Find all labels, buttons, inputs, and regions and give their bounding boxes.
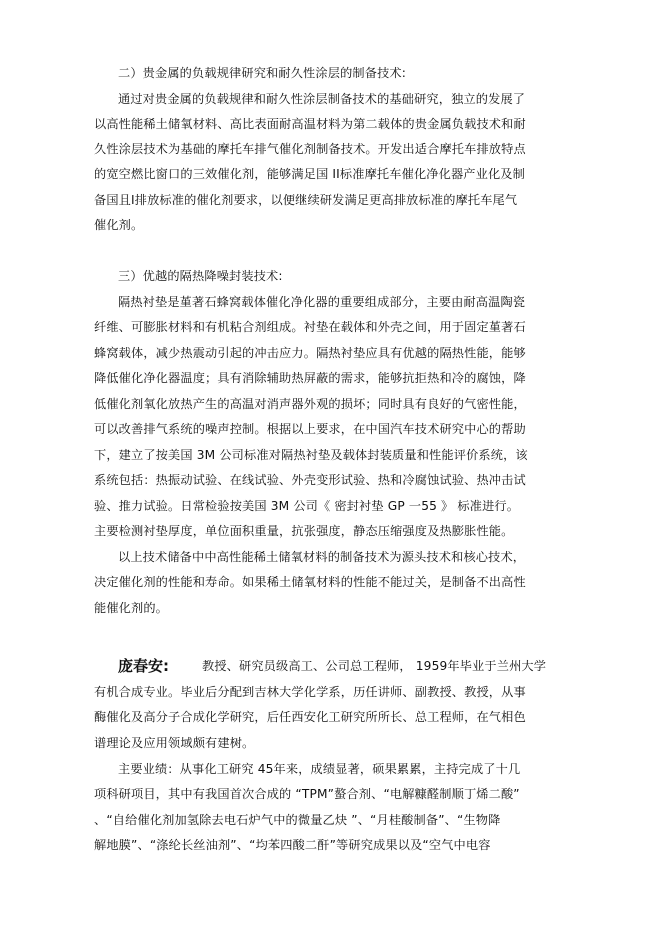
- section2-line-5: 备国且Ⅰ排放标准的催化剂要求，以便继续研发满足更高排放标准的摩托车尾气: [94, 193, 518, 207]
- section3-line-3: 蜂窝载体，减少热震动引起的冲击应力。隔热衬垫应具有优越的隔热性能，能够: [94, 346, 526, 360]
- section3-heading: 三）优越的隔热降噪封装技术:: [118, 269, 283, 283]
- section2-line-2: 以高性能稀土储氧材料、高比表面耐高温材料为第二载体的贵金属负载技术和耐: [94, 117, 526, 131]
- section3-line-2: 纤维、可膨胀材料和有机粘合剂组成。衬垫在载体和外壳之间，用于固定堇著石: [94, 320, 526, 334]
- summary-line-2: 决定催化剂的性能和寿命。如果稀土储氧材料的性能不能过关，是制备不出高性: [94, 575, 526, 589]
- bio-line-2: 有机合成专业。毕业后分配到吉林大学化学系，历任讲师、副教授、教授，从事: [94, 685, 526, 699]
- section2-line-6: 催化剂。: [94, 218, 144, 232]
- section3-line-1: 隔热衬垫是堇著石蜂窝载体催化净化器的重要组成部分，主要由耐高温陶瓷: [118, 295, 526, 309]
- achievements-line-3: 、“自给催化剂加氢除去电石炉气中的微量乙炔 ”、“月桂酸制备”、“生物降: [94, 813, 501, 827]
- achievements-line-4: 解地膜”、“涤纶长丝油剂”、“均苯四酸二酐”等研究成果以及“空气中电容: [94, 838, 491, 852]
- section3-line-10: 主要检测衬垫厚度，单位面积重量，抗张强度，静态压缩强度及热膨胀性能。: [94, 524, 514, 538]
- section3-line-8: 系统包括：热振动试验、在线试验、外壳变形试验、热和冷腐蚀试验、热冲击试: [94, 473, 526, 487]
- section2-line-1: 通过对贵金属的负载规律和耐久性涂层制备技术的基础研究，独立的发展了: [118, 92, 526, 106]
- section3-line-7: 下，建立了按美国 3M 公司标准对隔热衬垫及载体封装质量和性能评价系统，该: [94, 448, 528, 462]
- section2-heading: 二）贵金属的负载规律研究和耐久性涂层的制备技术:: [118, 66, 407, 80]
- section3-line-5: 低催化剂氧化放热产生的高温对消声器外观的损坏；同时具有良好的气密性能，: [94, 397, 526, 411]
- bio-line-3: 酶催化及高分子合成化学研究，后任西安化工研究所所长、总工程师，在气相色: [94, 710, 526, 724]
- summary-line-1: 以上技术储备中中高性能稀土储氧材料的制备技术为源头技术和核心技术，: [118, 550, 526, 564]
- achievements-line-2: 项科研项目，其中有我国首次合成的 “TPM”螯合剂、“电解糠醛制顺丁烯二酸”: [94, 787, 520, 801]
- bio-line-1: 教授、研究员级高工、公司总工程师， 1959年毕业于兰州大学: [202, 659, 547, 673]
- section2-line-4: 的宽空燃比窗口的三效催化剂，能够满足国 II标准摩托车催化净化器产业化及制: [94, 167, 525, 181]
- section3-line-6: 可以改善排气系统的噪声控制。根据以上要求，在中国汽车技术研究中心的帮助: [94, 422, 526, 436]
- bio-line-4: 谱理论及应用领域颇有建树。: [94, 736, 255, 750]
- section3-line-9: 验、推力试验。日常检验按美国 3M 公司《 密封衬垫 GP 一55 》 标准进行。: [94, 499, 520, 513]
- section2-line-3: 久性涂层技术为基础的摩托车排气催化剂制备技术。开发出适合摩托车排放特点: [94, 142, 526, 156]
- section3-line-4: 降低催化净化器温度；具有消除辅助热屏蔽的需求，能够抗拒热和冷的腐蚀，降: [94, 371, 526, 385]
- achievements-line-1: 主要业绩：从事化工研究 45年来，成绩显著，硕果累累，主持完成了十几: [118, 762, 521, 776]
- person-name: 庞春安:: [118, 657, 169, 675]
- summary-line-3: 能催化剂的。: [94, 601, 169, 615]
